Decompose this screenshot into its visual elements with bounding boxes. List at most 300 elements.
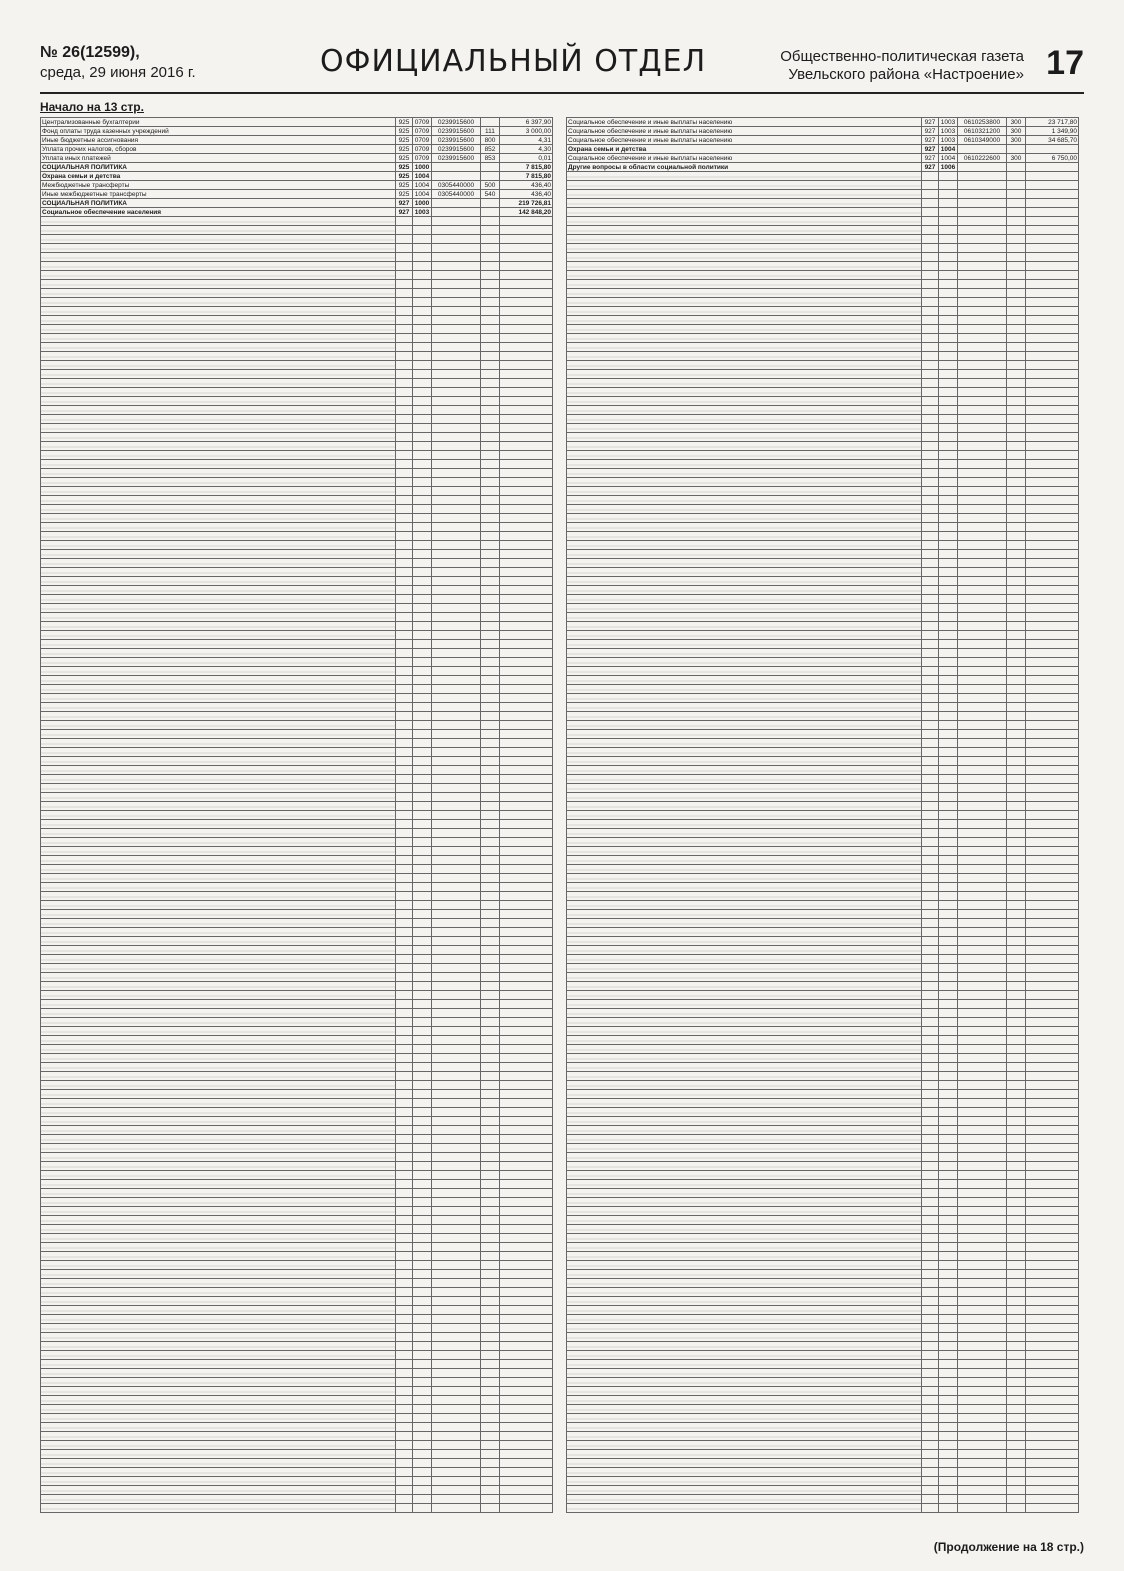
table-row-illegible bbox=[41, 856, 553, 865]
table-row-illegible bbox=[567, 424, 1079, 433]
table-row-illegible bbox=[567, 442, 1079, 451]
table-row-illegible bbox=[567, 991, 1079, 1000]
row-c3: 0239915600 bbox=[432, 136, 481, 145]
row-c1: 927 bbox=[922, 127, 939, 136]
row-sum: 436,40 bbox=[500, 181, 553, 190]
table-row-illegible bbox=[567, 262, 1079, 271]
table-row-illegible bbox=[567, 487, 1079, 496]
row-c4 bbox=[1007, 145, 1026, 154]
table-row-illegible bbox=[567, 1324, 1079, 1333]
row-c3 bbox=[958, 163, 1007, 172]
row-sum bbox=[1026, 163, 1079, 172]
issue-date: среда, 29 июня 2016 г. bbox=[40, 64, 196, 81]
row-c3 bbox=[432, 163, 481, 172]
table-row-illegible bbox=[567, 208, 1079, 217]
continued-on-label: (Продолжение на 18 стр.) bbox=[933, 1540, 1084, 1554]
table-row-illegible bbox=[567, 172, 1079, 181]
table-row-illegible bbox=[567, 496, 1079, 505]
table-row-illegible bbox=[41, 1486, 553, 1495]
table-row-illegible bbox=[41, 388, 553, 397]
table-row-illegible bbox=[41, 1153, 553, 1162]
table-row-illegible bbox=[41, 1261, 553, 1270]
table-row-illegible bbox=[567, 226, 1079, 235]
table-row-illegible bbox=[567, 667, 1079, 676]
table-row-illegible bbox=[567, 325, 1079, 334]
table-row-illegible bbox=[41, 1234, 553, 1243]
table-row-illegible bbox=[567, 1216, 1079, 1225]
table-row-illegible bbox=[567, 586, 1079, 595]
table-row-illegible bbox=[41, 1468, 553, 1477]
table-row bbox=[41, 190, 553, 199]
table-row-illegible bbox=[41, 604, 553, 613]
table-row-illegible bbox=[567, 388, 1079, 397]
table-row-illegible bbox=[41, 541, 553, 550]
table-row-illegible bbox=[567, 1072, 1079, 1081]
table-row-illegible bbox=[567, 1387, 1079, 1396]
table-row-illegible bbox=[567, 1225, 1079, 1234]
table-row bbox=[567, 154, 1079, 163]
table-row-illegible bbox=[41, 937, 553, 946]
row-sum: 1 349,90 bbox=[1026, 127, 1079, 136]
row-c2: 1003 bbox=[939, 127, 958, 136]
table-row-illegible bbox=[567, 1396, 1079, 1405]
table-row-illegible bbox=[567, 1180, 1079, 1189]
table-row-illegible bbox=[41, 1198, 553, 1207]
table-row-illegible bbox=[41, 397, 553, 406]
row-c1: 925 bbox=[396, 118, 413, 127]
table-row-illegible bbox=[41, 1270, 553, 1279]
row-c1: 925 bbox=[396, 190, 413, 199]
table-row bbox=[41, 199, 553, 208]
table-row-illegible bbox=[567, 1252, 1079, 1261]
table-row-illegible bbox=[567, 1459, 1079, 1468]
table-row-illegible bbox=[41, 370, 553, 379]
table-row-illegible bbox=[567, 766, 1079, 775]
row-c2: 0709 bbox=[413, 136, 432, 145]
row-c1: 925 bbox=[396, 163, 413, 172]
row-sum: 7 815,80 bbox=[500, 163, 553, 172]
table-row-illegible bbox=[567, 955, 1079, 964]
table-row-illegible bbox=[41, 1225, 553, 1234]
table-row-illegible bbox=[567, 784, 1079, 793]
table-row-illegible bbox=[567, 1117, 1079, 1126]
table-row-illegible bbox=[41, 253, 553, 262]
table-row-illegible bbox=[41, 802, 553, 811]
row-c3: 0239915600 bbox=[432, 127, 481, 136]
page-number: 17 bbox=[1046, 44, 1084, 82]
table-row-illegible bbox=[41, 280, 553, 289]
table-row-illegible bbox=[41, 442, 553, 451]
row-c4: 500 bbox=[481, 181, 500, 190]
row-name: СОЦИАЛЬНАЯ ПОЛИТИКА bbox=[41, 199, 396, 208]
table-row-illegible bbox=[567, 982, 1079, 991]
table-row-illegible bbox=[567, 1306, 1079, 1315]
table-row bbox=[567, 136, 1079, 145]
row-name: Охрана семьи и детства bbox=[41, 172, 396, 181]
table-row-illegible bbox=[41, 1378, 553, 1387]
table-row-illegible bbox=[41, 847, 553, 856]
table-row-illegible bbox=[41, 1126, 553, 1135]
table-row-illegible bbox=[41, 586, 553, 595]
table-row-illegible bbox=[567, 1135, 1079, 1144]
table-row-illegible bbox=[567, 271, 1079, 280]
table-row-illegible bbox=[41, 1045, 553, 1054]
table-row-illegible bbox=[41, 487, 553, 496]
row-c1: 927 bbox=[922, 163, 939, 172]
table-row-illegible bbox=[41, 1036, 553, 1045]
row-c2: 1006 bbox=[939, 163, 958, 172]
table-row-illegible bbox=[41, 1144, 553, 1153]
left-budget-table bbox=[40, 117, 553, 1513]
table-row-illegible bbox=[41, 514, 553, 523]
table-row-illegible bbox=[567, 928, 1079, 937]
row-name: Централизованные бухгалтерии bbox=[41, 118, 396, 127]
table-row-illegible bbox=[41, 226, 553, 235]
row-c3 bbox=[432, 208, 481, 217]
table-row-illegible bbox=[567, 1189, 1079, 1198]
table-row-illegible bbox=[567, 721, 1079, 730]
table-row-illegible bbox=[41, 613, 553, 622]
row-c4 bbox=[481, 118, 500, 127]
table-row-illegible bbox=[567, 685, 1079, 694]
table-row-illegible bbox=[567, 1405, 1079, 1414]
table-row-illegible bbox=[567, 235, 1079, 244]
table-row-illegible bbox=[567, 523, 1079, 532]
table-row-illegible bbox=[41, 640, 553, 649]
table-row-illegible bbox=[567, 973, 1079, 982]
table-row-illegible bbox=[41, 1018, 553, 1027]
table-row-illegible bbox=[41, 595, 553, 604]
table-row-illegible bbox=[41, 577, 553, 586]
table-row-illegible bbox=[41, 298, 553, 307]
table-row-illegible bbox=[567, 712, 1079, 721]
table-row-illegible bbox=[41, 496, 553, 505]
row-c4: 800 bbox=[481, 136, 500, 145]
table-row-illegible bbox=[41, 1297, 553, 1306]
table-row-illegible bbox=[567, 1198, 1079, 1207]
table-row-illegible bbox=[41, 748, 553, 757]
row-c1: 927 bbox=[396, 208, 413, 217]
table-row bbox=[41, 181, 553, 190]
table-row-illegible bbox=[567, 658, 1079, 667]
table-row-illegible bbox=[41, 1279, 553, 1288]
table-row-illegible bbox=[41, 1054, 553, 1063]
table-row-illegible bbox=[567, 757, 1079, 766]
table-row-illegible bbox=[567, 1153, 1079, 1162]
table-row-illegible bbox=[41, 1333, 553, 1342]
row-c1: 925 bbox=[396, 145, 413, 154]
table-row-illegible bbox=[41, 217, 553, 226]
table-row-illegible bbox=[41, 505, 553, 514]
table-row-illegible bbox=[41, 739, 553, 748]
table-row-illegible bbox=[567, 739, 1079, 748]
table-row-illegible bbox=[567, 1081, 1079, 1090]
table-row-illegible bbox=[41, 658, 553, 667]
table-row-illegible bbox=[41, 883, 553, 892]
row-sum: 7 815,80 bbox=[500, 172, 553, 181]
table-row-illegible bbox=[41, 1441, 553, 1450]
row-sum: 4,31 bbox=[500, 136, 553, 145]
table-row-illegible bbox=[567, 676, 1079, 685]
table-row-illegible bbox=[41, 271, 553, 280]
continued-from-label: Начало на 13 стр. bbox=[40, 100, 144, 114]
row-c3: 0610222600 bbox=[958, 154, 1007, 163]
table-row-illegible bbox=[567, 253, 1079, 262]
table-row-illegible bbox=[567, 397, 1079, 406]
table-row-illegible bbox=[41, 379, 553, 388]
table-row-illegible bbox=[41, 415, 553, 424]
table-row-illegible bbox=[567, 1351, 1079, 1360]
row-c1: 927 bbox=[396, 199, 413, 208]
row-name: Фонд оплаты труда казенных учреждений bbox=[41, 127, 396, 136]
table-row-illegible bbox=[41, 811, 553, 820]
table-row-illegible bbox=[41, 1063, 553, 1072]
table-row-illegible bbox=[41, 982, 553, 991]
table-row-illegible bbox=[567, 244, 1079, 253]
row-c2: 1000 bbox=[413, 199, 432, 208]
row-c2: 0709 bbox=[413, 145, 432, 154]
table-row-illegible bbox=[41, 343, 553, 352]
table-row-illegible bbox=[41, 1009, 553, 1018]
table-row-illegible bbox=[567, 1504, 1079, 1513]
row-c1: 925 bbox=[396, 154, 413, 163]
table-row-illegible bbox=[41, 1000, 553, 1009]
table-row-illegible bbox=[41, 451, 553, 460]
table-row-illegible bbox=[567, 910, 1079, 919]
row-c1: 927 bbox=[922, 118, 939, 127]
row-c2: 1004 bbox=[413, 190, 432, 199]
table-row-illegible bbox=[567, 892, 1079, 901]
table-row-illegible bbox=[41, 766, 553, 775]
row-c3: 0610321200 bbox=[958, 127, 1007, 136]
row-c2: 0709 bbox=[413, 127, 432, 136]
right-column bbox=[566, 100, 1077, 1513]
row-sum: 23 717,80 bbox=[1026, 118, 1079, 127]
table-row-illegible bbox=[567, 550, 1079, 559]
table-row-illegible bbox=[567, 478, 1079, 487]
table-row-illegible bbox=[567, 622, 1079, 631]
table-row-illegible bbox=[567, 640, 1079, 649]
row-c4: 111 bbox=[481, 127, 500, 136]
row-c4: 853 bbox=[481, 154, 500, 163]
table-row-illegible bbox=[567, 469, 1079, 478]
table-row-illegible bbox=[567, 181, 1079, 190]
table-row-illegible bbox=[567, 811, 1079, 820]
row-c1: 927 bbox=[922, 136, 939, 145]
table-row bbox=[41, 136, 553, 145]
row-c3 bbox=[432, 199, 481, 208]
table-row-illegible bbox=[41, 244, 553, 253]
table-row-illegible bbox=[41, 892, 553, 901]
table-row-illegible bbox=[567, 1243, 1079, 1252]
table-row-illegible bbox=[567, 1441, 1079, 1450]
table-row-illegible bbox=[567, 613, 1079, 622]
row-c4: 300 bbox=[1007, 118, 1026, 127]
table-row bbox=[41, 154, 553, 163]
row-c3: 0239915600 bbox=[432, 154, 481, 163]
row-name: Социальное обеспечение и иные выплаты населению bbox=[567, 136, 922, 145]
table-row bbox=[41, 145, 553, 154]
table-row-illegible bbox=[41, 730, 553, 739]
row-c3: 0239915600 bbox=[432, 145, 481, 154]
table-row-illegible bbox=[567, 1333, 1079, 1342]
table-row-illegible bbox=[567, 775, 1079, 784]
table-row-illegible bbox=[41, 685, 553, 694]
table-row bbox=[567, 127, 1079, 136]
row-c3 bbox=[958, 145, 1007, 154]
table-row-illegible bbox=[41, 928, 553, 937]
table-row-illegible bbox=[41, 1072, 553, 1081]
table-row-illegible bbox=[41, 1207, 553, 1216]
table-row-illegible bbox=[41, 1324, 553, 1333]
table-row-illegible bbox=[41, 262, 553, 271]
table-row-illegible bbox=[567, 343, 1079, 352]
left-column bbox=[40, 100, 551, 1513]
table-row-illegible bbox=[567, 190, 1079, 199]
table-row-illegible bbox=[41, 1450, 553, 1459]
paper-name bbox=[764, 48, 1024, 84]
table-row-illegible bbox=[41, 721, 553, 730]
table-row-illegible bbox=[41, 820, 553, 829]
table-row-illegible bbox=[567, 1495, 1079, 1504]
table-row-illegible bbox=[41, 1027, 553, 1036]
table-row-illegible bbox=[567, 694, 1079, 703]
table-row-illegible bbox=[41, 622, 553, 631]
table-row-illegible bbox=[41, 1180, 553, 1189]
table-row-illegible bbox=[41, 325, 553, 334]
row-c2: 1000 bbox=[413, 163, 432, 172]
table-row-illegible bbox=[41, 775, 553, 784]
table-row-illegible bbox=[567, 433, 1079, 442]
table-row-illegible bbox=[567, 1450, 1079, 1459]
table-row-illegible bbox=[41, 532, 553, 541]
row-c4 bbox=[1007, 163, 1026, 172]
table-row-illegible bbox=[41, 901, 553, 910]
table-row-illegible bbox=[567, 352, 1079, 361]
table-row-illegible bbox=[41, 235, 553, 244]
table-row-illegible bbox=[567, 829, 1079, 838]
row-c1: 927 bbox=[922, 145, 939, 154]
row-c4: 540 bbox=[481, 190, 500, 199]
table-row-illegible bbox=[567, 901, 1079, 910]
table-row-illegible bbox=[41, 1495, 553, 1504]
table-row-illegible bbox=[567, 856, 1079, 865]
table-row-illegible bbox=[567, 946, 1079, 955]
masthead bbox=[40, 40, 1084, 94]
table-row-illegible bbox=[567, 1468, 1079, 1477]
row-c1: 927 bbox=[922, 154, 939, 163]
table-row-illegible bbox=[41, 1306, 553, 1315]
row-c3 bbox=[432, 172, 481, 181]
row-name: Межбюджетные трансферты bbox=[41, 181, 396, 190]
table-row-illegible bbox=[567, 649, 1079, 658]
table-row-illegible bbox=[567, 847, 1079, 856]
row-sum: 4,30 bbox=[500, 145, 553, 154]
row-sum: 0,01 bbox=[500, 154, 553, 163]
table-row-illegible bbox=[567, 1018, 1079, 1027]
table-row-illegible bbox=[41, 964, 553, 973]
row-c4: 300 bbox=[1007, 127, 1026, 136]
table-row-illegible bbox=[41, 1477, 553, 1486]
table-row-illegible bbox=[41, 424, 553, 433]
paper-name-line1: Общественно-политическая газета bbox=[780, 48, 1024, 65]
table-row-illegible bbox=[567, 1342, 1079, 1351]
row-name: Социальное обеспечение и иные выплаты населению bbox=[567, 127, 922, 136]
table-row-illegible bbox=[41, 433, 553, 442]
table-row-illegible bbox=[41, 1459, 553, 1468]
table-row-illegible bbox=[41, 1315, 553, 1324]
table-row-illegible bbox=[41, 1117, 553, 1126]
table-row-illegible bbox=[567, 199, 1079, 208]
table-row bbox=[41, 127, 553, 136]
table-row-illegible bbox=[567, 883, 1079, 892]
table-row-illegible bbox=[41, 694, 553, 703]
table-row-illegible bbox=[567, 1315, 1079, 1324]
table-row-illegible bbox=[41, 955, 553, 964]
right-column-spacer bbox=[566, 100, 1072, 114]
table-row-illegible bbox=[567, 1054, 1079, 1063]
table-row-illegible bbox=[567, 1288, 1079, 1297]
table-row bbox=[41, 208, 553, 217]
table-row-illegible bbox=[567, 1063, 1079, 1072]
table-row-illegible bbox=[41, 478, 553, 487]
table-row-illegible bbox=[567, 307, 1079, 316]
table-row-illegible bbox=[41, 307, 553, 316]
row-c2: 1004 bbox=[939, 154, 958, 163]
table-row bbox=[567, 163, 1079, 172]
table-row-illegible bbox=[41, 991, 553, 1000]
table-row-illegible bbox=[41, 946, 553, 955]
table-row-illegible bbox=[41, 352, 553, 361]
table-row-illegible bbox=[567, 415, 1079, 424]
row-c3: 0305440000 bbox=[432, 190, 481, 199]
table-row-illegible bbox=[41, 1090, 553, 1099]
table-row-illegible bbox=[567, 1486, 1079, 1495]
row-name: Иные межбюджетные трансферты bbox=[41, 190, 396, 199]
table-row-illegible bbox=[41, 361, 553, 370]
row-c4 bbox=[481, 208, 500, 217]
table-row-illegible bbox=[41, 1414, 553, 1423]
table-row-illegible bbox=[567, 1234, 1079, 1243]
row-c2: 1003 bbox=[413, 208, 432, 217]
table-row-illegible bbox=[567, 1027, 1079, 1036]
row-name: Иные бюджетные ассигнования bbox=[41, 136, 396, 145]
table-row-illegible bbox=[41, 676, 553, 685]
row-c2: 1003 bbox=[939, 118, 958, 127]
table-row-illegible bbox=[567, 1378, 1079, 1387]
table-row-illegible bbox=[41, 1162, 553, 1171]
table-row-illegible bbox=[567, 568, 1079, 577]
table-row-illegible bbox=[41, 703, 553, 712]
table-row-illegible bbox=[567, 838, 1079, 847]
paper-name-line2: Увельского района «Настроение» bbox=[788, 66, 1024, 83]
table-row-illegible bbox=[41, 919, 553, 928]
row-name: Социальное обеспечение и иные выплаты населению bbox=[567, 154, 922, 163]
row-c2: 0709 bbox=[413, 154, 432, 163]
table-row-illegible bbox=[41, 1171, 553, 1180]
table-row-illegible bbox=[567, 604, 1079, 613]
table-row-illegible bbox=[41, 1342, 553, 1351]
row-c2: 1003 bbox=[939, 136, 958, 145]
table-row-illegible bbox=[41, 469, 553, 478]
table-row-illegible bbox=[41, 1099, 553, 1108]
table-row-illegible bbox=[41, 631, 553, 640]
table-row-illegible bbox=[567, 280, 1079, 289]
row-name: Другие вопросы в области социальной политики bbox=[567, 163, 922, 172]
row-c1: 925 bbox=[396, 172, 413, 181]
row-c3: 0610253800 bbox=[958, 118, 1007, 127]
table-row-illegible bbox=[567, 874, 1079, 883]
